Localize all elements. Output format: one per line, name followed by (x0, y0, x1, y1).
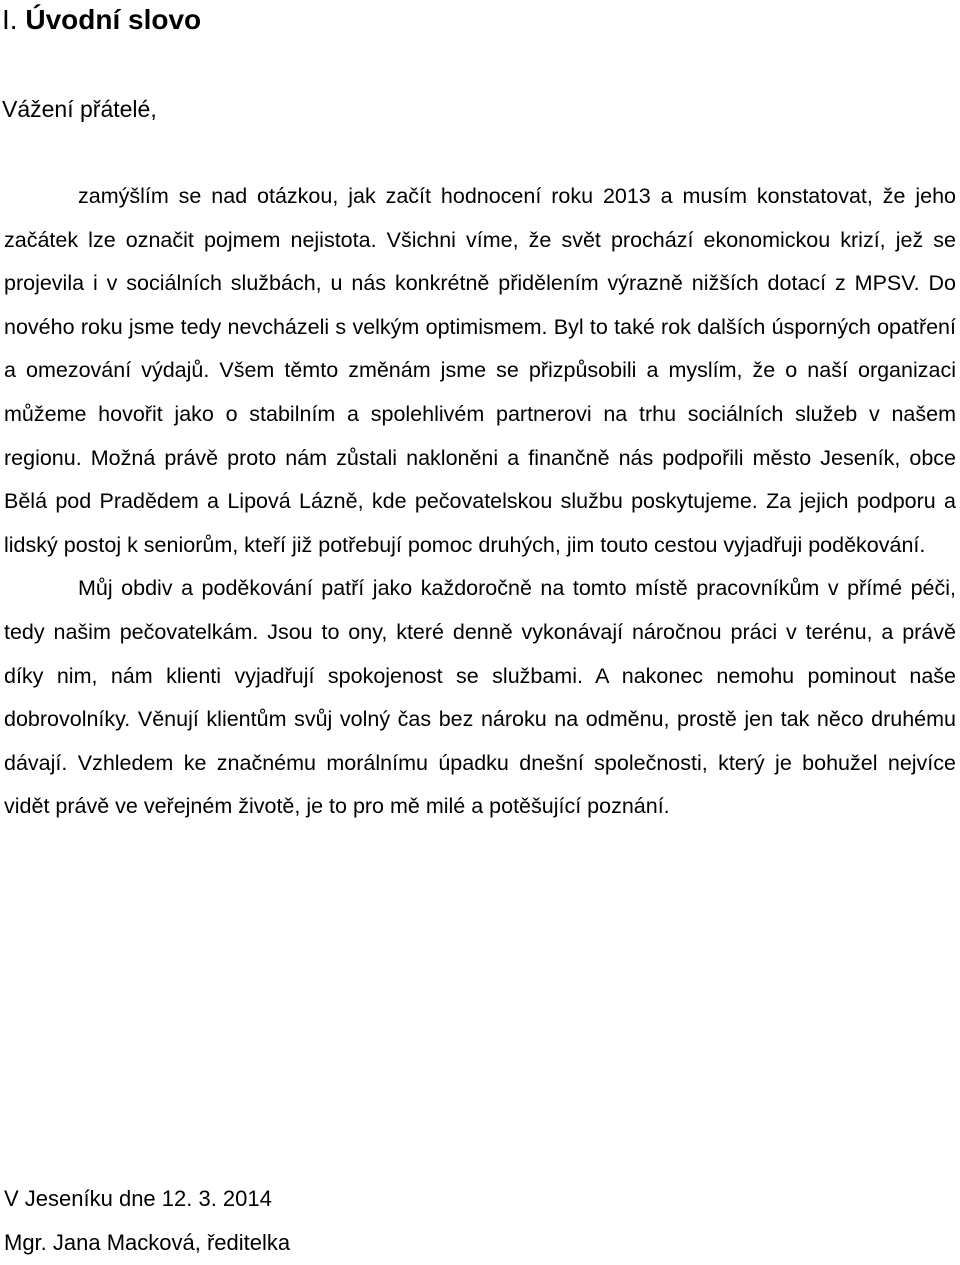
signature: Mgr. Jana Macková, ředitelka (4, 1230, 291, 1255)
section-title: Úvodní slovo (25, 4, 202, 35)
paragraph-2: Můj obdiv a poděkování patří jako každoročně na tomto místě pracovníkům v přímé péči, tedy našim pečovatelkám. Jsou to ony, které denně vykonávají náročnou práci v terénu, a právě díky nim, nám klienti vyjadřují spokojenost se službami. A nakonec nemohu pominout naše dobrovolníky. Věnují klientům svůj volný čas bez nároku na odměnu, prostě jen tak něco druhému dávají. Vzhledem ke značnému morálnímu úpadku dnešní společnosti, který je bohužel nejvíce vidět právě ve veřejném životě, je to pro mě milé a potěšující poznání. (4, 576, 956, 819)
paragraph-1: zamýšlím se nad otázkou, jak začít hodnocení roku 2013 a musím konstatovat, že jeho začátek lze označit pojmem nejistota. Všichni víme, že svět prochází ekonomickou krizí, jež se projevila i v sociálních službách, u nás konkrétně přidělením výrazně nižších dotací z MPSV. Do nového roku jsme tedy nevcházeli s velkým optimismem. Byl to také rok dalších úsporných opatření a omezování výdajů. Všem těmto změnám jsme se přizpůsobili a myslím, že o naší organizaci můžeme hovořit jako o stabilním a spolehlivém partnerovi na trhu sociálních služeb v našem regionu. Možná právě proto nám zůstali nakloněni a finančně nás podpořili město Jeseník, obce Bělá pod Pradědem a Lipová Lázně, kde pečovatelskou službu poskytujeme. Za jejich podporu a lidský postoj k seniorům, kteří již potřebují pomoc druhých, jim touto cestou vyjadřuji poděkování. (4, 184, 956, 557)
salutation: Vážení přátelé, (2, 96, 157, 122)
place-date: V Jeseníku dne 12. 3. 2014 (4, 1186, 272, 1211)
closing-block (4, 1177, 290, 1265)
letter-body (4, 175, 956, 829)
section-heading (2, 2, 201, 38)
section-number: I. (2, 4, 18, 35)
